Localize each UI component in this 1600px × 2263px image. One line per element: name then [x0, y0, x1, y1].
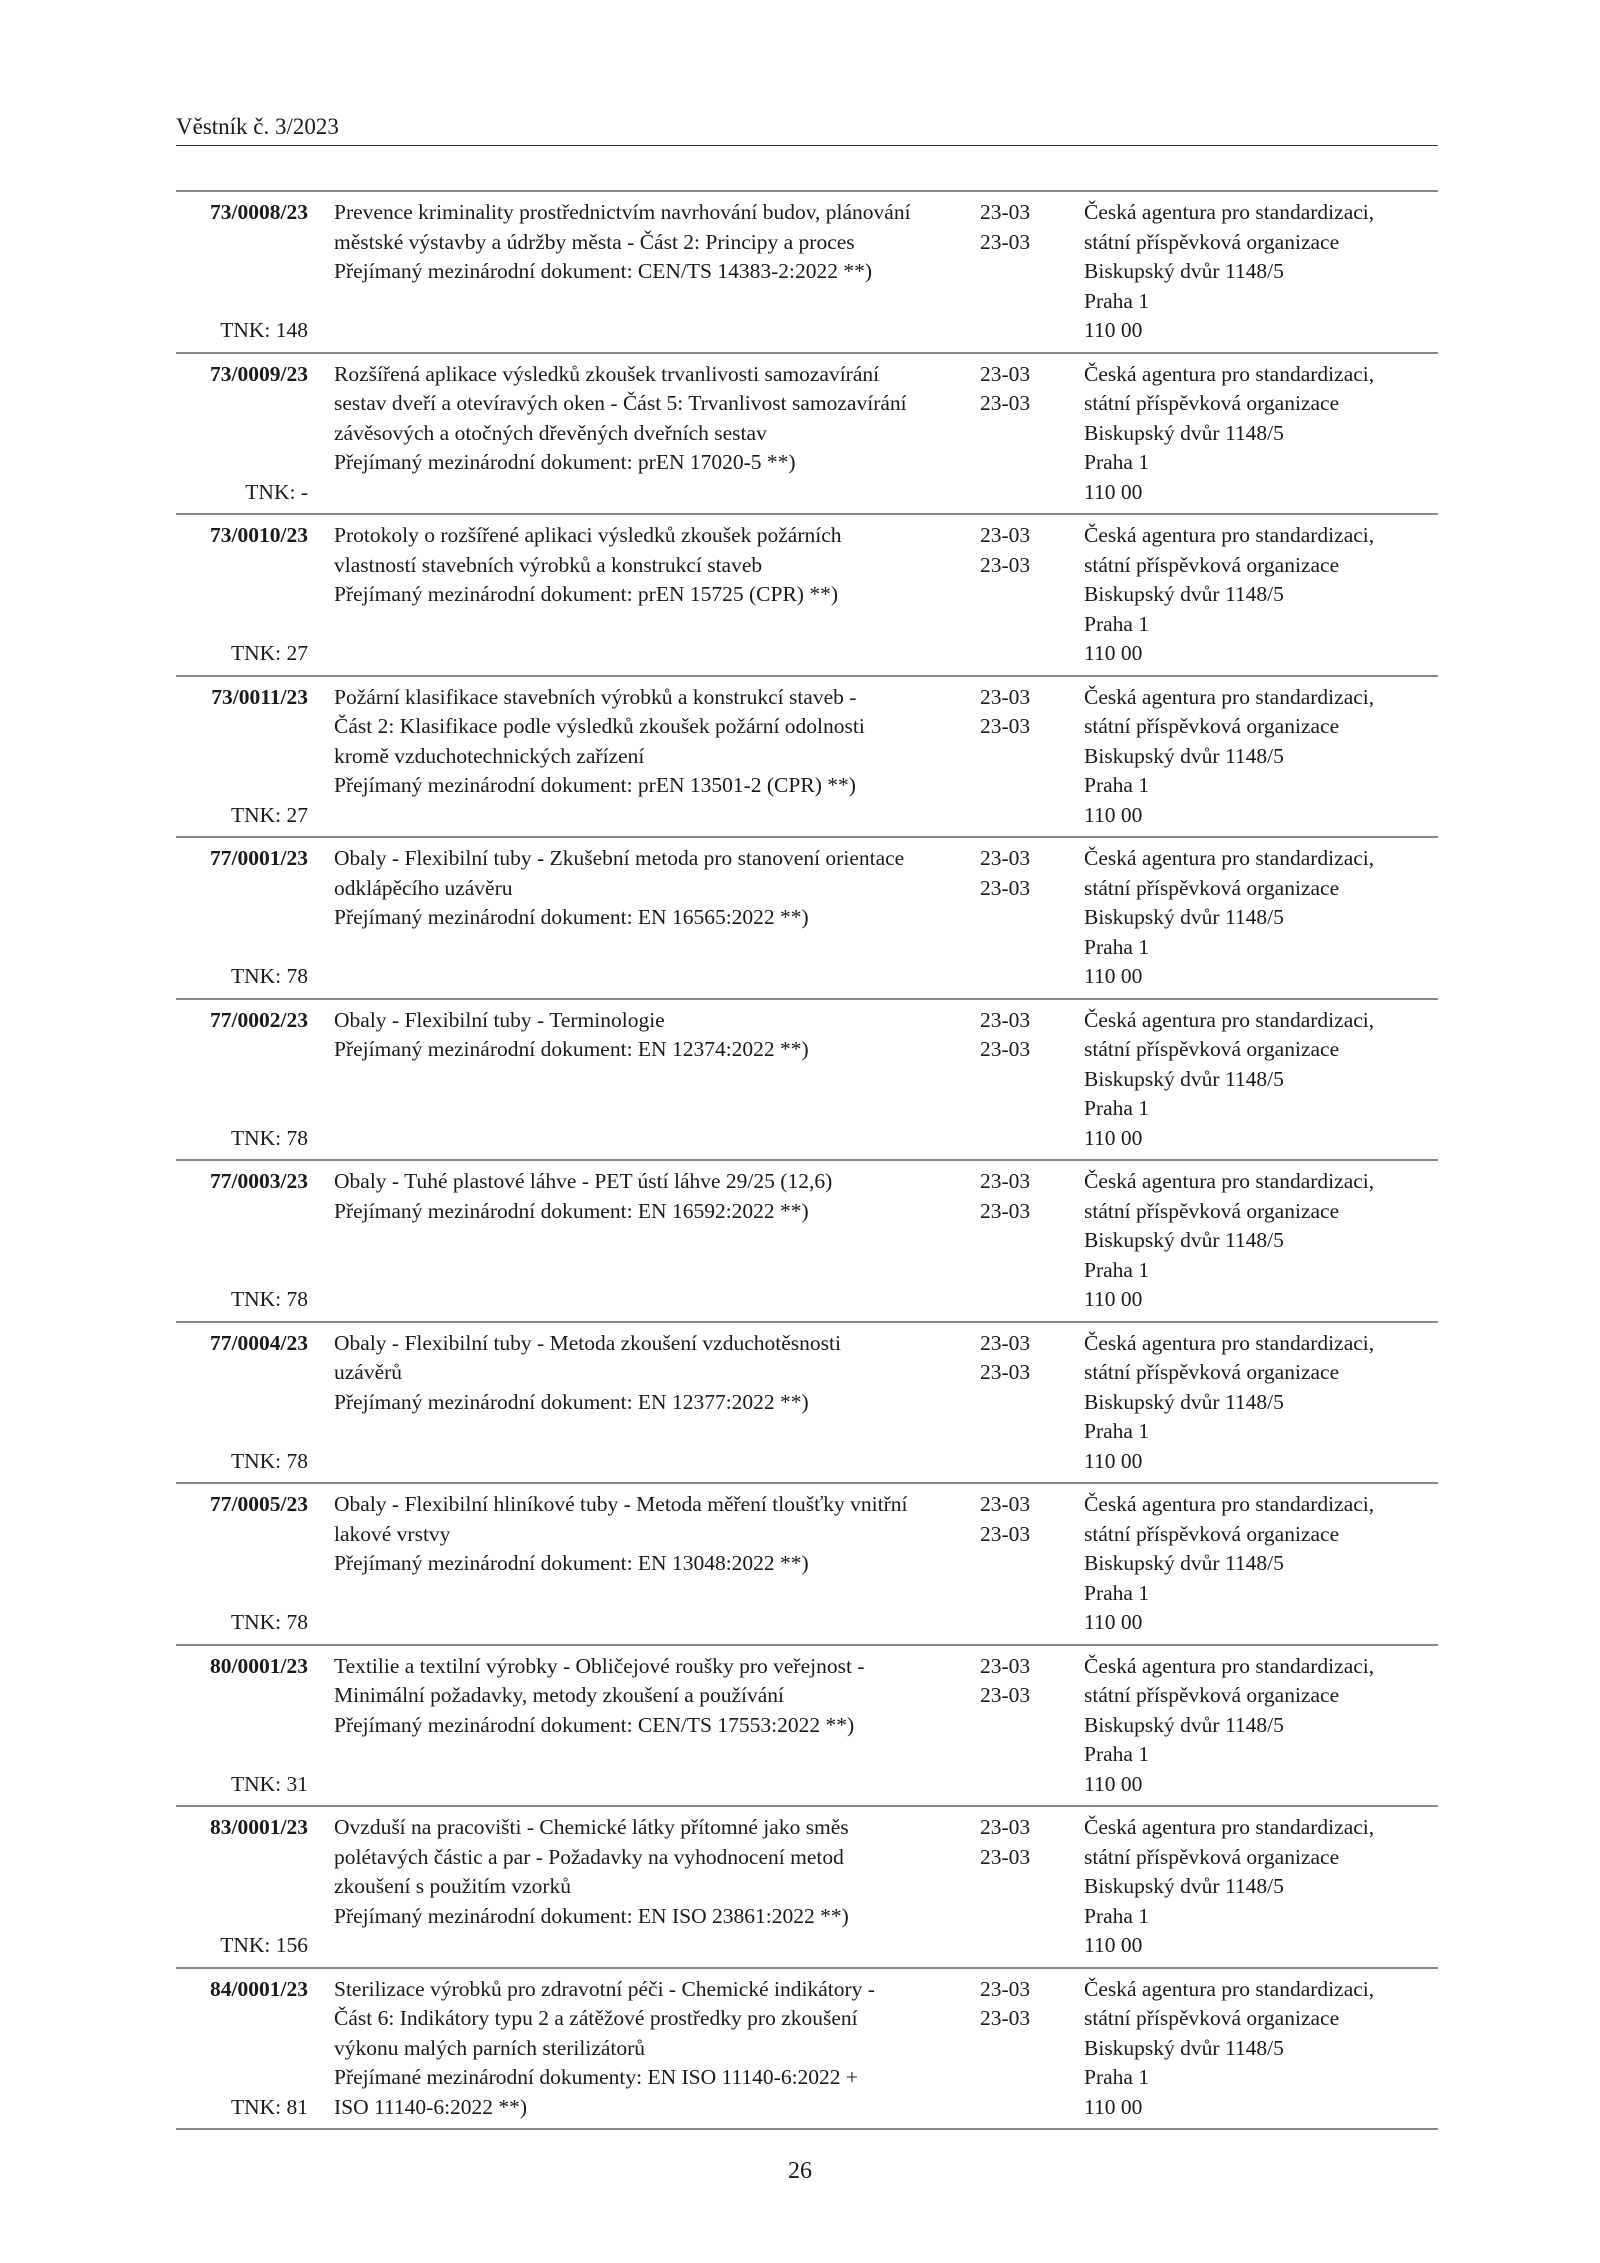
record-dates [960, 1490, 1060, 1638]
record-description [308, 198, 960, 346]
record-id-column [176, 1652, 308, 1800]
record-code: 73/0010/23 [210, 523, 308, 547]
organization-line: Biskupský dvůr 1148/5 [1084, 1389, 1284, 1414]
organization-line: Praha 1 [1084, 2065, 1150, 2089]
organization-line: Praha 1 [1084, 773, 1150, 797]
organization-line: 110 00 [1084, 964, 1143, 988]
organization-line: 110 00 [1084, 1125, 1143, 1150]
record-row [176, 677, 1438, 839]
record-tnk: TNK: 78 [230, 964, 308, 988]
description-line: výkonu malých parních sterilizátorů [334, 2035, 646, 2060]
record-organization [1060, 1813, 1438, 1961]
record-tnk: TNK: 78 [230, 1448, 308, 1473]
organization-line: státní příspěvková organizace [1084, 229, 1340, 254]
record-description [308, 1006, 960, 1154]
description-line: zkoušení s použitím vzorků [334, 1874, 572, 1898]
record-dates [960, 521, 1060, 669]
record-code: 83/0001/23 [210, 1815, 308, 1839]
record-date: 23-03 [980, 1330, 1031, 1355]
record-tnk: TNK: 148 [220, 318, 308, 342]
record-dates [960, 1006, 1060, 1154]
organization-line: státní příspěvková organizace [1084, 875, 1340, 900]
description-line: Minimální požadavky, metody zkoušení a používání [334, 1683, 784, 1707]
header-rule [176, 145, 1438, 146]
description-line: Přejímaný mezinárodní dokument: EN 16565:2022 **) [334, 905, 809, 929]
description-line: sestav dveří a otevíravých oken - Část 5: Trvanlivost samozavírání [334, 391, 907, 415]
record-row [176, 1323, 1438, 1485]
organization-line: Česká agentura pro standardizaci, [1084, 1330, 1375, 1355]
record-date: 23-03 [980, 523, 1031, 547]
description-line: Přejímaný mezinárodní dokument: prEN 13501-2 (CPR) **) [334, 773, 856, 797]
record-id-column [176, 683, 308, 831]
record-tnk: TNK: 78 [230, 1125, 308, 1150]
record-date: 23-03 [980, 714, 1031, 738]
record-code: 73/0008/23 [210, 200, 308, 224]
description-line: Přejímaný mezinárodní dokument: prEN 15725 (CPR) **) [334, 582, 838, 606]
record-row [176, 1646, 1438, 1808]
record-date: 23-03 [980, 391, 1031, 415]
record-description [308, 683, 960, 831]
organization-line: Biskupský dvůr 1148/5 [1084, 582, 1284, 606]
organization-line: 110 00 [1084, 1610, 1143, 1634]
record-description [308, 844, 960, 992]
record-dates [960, 360, 1060, 508]
organization-line: Biskupský dvůr 1148/5 [1084, 420, 1284, 445]
record-id-column [176, 1813, 308, 1961]
record-tnk: TNK: 78 [230, 1610, 308, 1634]
organization-line: státní příspěvková organizace [1084, 1844, 1340, 1869]
description-line: závěsových a otočných dřevěných dveřních sestav [334, 420, 767, 445]
organization-line: Biskupský dvůr 1148/5 [1084, 1712, 1284, 1737]
organization-line: státní příspěvková organizace [1084, 1037, 1340, 1061]
record-description [308, 360, 960, 508]
record-description [308, 1813, 960, 1961]
record-description [308, 521, 960, 669]
record-description [308, 1652, 960, 1800]
description-line: Přejímaný mezinárodní dokument: CEN/TS 14383-2:2022 **) [334, 259, 873, 283]
organization-line: Praha 1 [1084, 1096, 1150, 1120]
record-row [176, 1000, 1438, 1162]
record-code: 73/0009/23 [210, 361, 308, 386]
record-code: 80/0001/23 [210, 1653, 308, 1678]
description-line: lakové vrstvy [334, 1521, 451, 1546]
record-code: 77/0003/23 [210, 1169, 308, 1193]
record-date: 23-03 [980, 684, 1031, 709]
record-id-column [176, 844, 308, 992]
record-id-column [176, 198, 308, 346]
record-dates [960, 844, 1060, 992]
organization-line: Česká agentura pro standardizaci, [1084, 1815, 1375, 1839]
record-date: 23-03 [980, 875, 1031, 900]
organization-line: Biskupský dvůr 1148/5 [1084, 1228, 1284, 1252]
record-organization [1060, 1329, 1438, 1477]
description-line: Obaly - Flexibilní tuby - Zkušební metoda pro stanovení orientace [334, 846, 905, 870]
record-id-column [176, 1006, 308, 1154]
organization-line: Česká agentura pro standardizaci, [1084, 1007, 1375, 1032]
record-dates [960, 1652, 1060, 1800]
organization-line: státní příspěvková organizace [1084, 391, 1340, 415]
organization-line: Praha 1 [1084, 1580, 1150, 1605]
record-code: 77/0001/23 [210, 846, 308, 870]
organization-line: Praha 1 [1084, 1903, 1150, 1928]
organization-line: Česká agentura pro standardizaci, [1084, 1492, 1375, 1516]
record-row [176, 354, 1438, 516]
record-organization [1060, 198, 1438, 346]
record-date: 23-03 [980, 1007, 1031, 1032]
description-line: Přejímaný mezinárodní dokument: prEN 17020-5 **) [334, 450, 796, 474]
record-date: 23-03 [980, 846, 1031, 870]
record-organization [1060, 844, 1438, 992]
record-date: 23-03 [980, 1169, 1031, 1193]
organization-line: Biskupský dvůr 1148/5 [1084, 2035, 1284, 2060]
record-row [176, 1484, 1438, 1646]
record-description [308, 1167, 960, 1315]
description-line: Požární klasifikace stavebních výrobků a konstrukcí staveb - [334, 684, 857, 709]
record-organization [1060, 1975, 1438, 2123]
record-date: 23-03 [980, 1521, 1031, 1546]
organization-line: Česká agentura pro standardizaci, [1084, 200, 1375, 224]
organization-line: Česká agentura pro standardizaci, [1084, 846, 1375, 870]
organization-line: 110 00 [1084, 479, 1143, 504]
record-code: 77/0002/23 [210, 1007, 308, 1032]
description-line: Přejímané mezinárodní dokumenty: EN ISO 11140-6:2022 + [334, 2065, 859, 2089]
description-line: kromě vzduchotechnických zařízení [334, 743, 645, 768]
organization-line: 110 00 [1084, 802, 1143, 827]
record-tnk: TNK: 78 [230, 1287, 308, 1311]
organization-line: Praha 1 [1084, 1742, 1150, 1766]
organization-line: 110 00 [1084, 1771, 1143, 1796]
records-table [176, 190, 1438, 2130]
organization-line: Biskupský dvůr 1148/5 [1084, 743, 1284, 768]
organization-line: 110 00 [1084, 2094, 1143, 2119]
record-date: 23-03 [980, 200, 1031, 224]
record-row [176, 515, 1438, 677]
description-line: uzávěrů [334, 1360, 403, 1384]
record-dates [960, 198, 1060, 346]
organization-line: Praha 1 [1084, 611, 1150, 636]
description-line: Obaly - Flexibilní tuby - Metoda zkoušení vzduchotěsnosti [334, 1330, 841, 1355]
record-dates [960, 1329, 1060, 1477]
organization-line: Biskupský dvůr 1148/5 [1084, 905, 1284, 929]
description-line: Přejímaný mezinárodní dokument: EN ISO 23861:2022 **) [334, 1903, 849, 1928]
record-row [176, 1807, 1438, 1969]
organization-line: státní příspěvková organizace [1084, 552, 1340, 577]
record-date: 23-03 [980, 1844, 1031, 1869]
record-date: 23-03 [980, 2006, 1031, 2030]
organization-line: Biskupský dvůr 1148/5 [1084, 259, 1284, 283]
organization-line: Biskupský dvůr 1148/5 [1084, 1066, 1284, 1091]
record-organization [1060, 1490, 1438, 1638]
record-row [176, 1969, 1438, 2131]
organization-line: státní příspěvková organizace [1084, 2006, 1340, 2030]
record-date: 23-03 [980, 229, 1031, 254]
record-organization [1060, 521, 1438, 669]
record-date: 23-03 [980, 1653, 1031, 1678]
organization-line: Praha 1 [1084, 934, 1150, 959]
description-line: Přejímaný mezinárodní dokument: EN 16592:2022 **) [334, 1198, 809, 1223]
organization-line: 110 00 [1084, 641, 1143, 665]
record-code: 73/0011/23 [211, 684, 308, 709]
description-line: Obaly - Flexibilní tuby - Terminologie [334, 1007, 665, 1032]
record-dates [960, 1167, 1060, 1315]
record-row [176, 1161, 1438, 1323]
organization-line: 110 00 [1084, 318, 1143, 342]
record-description [308, 1490, 960, 1638]
record-organization [1060, 360, 1438, 508]
record-tnk: TNK: - [245, 479, 308, 504]
record-date: 23-03 [980, 552, 1031, 577]
record-dates [960, 683, 1060, 831]
record-date: 23-03 [980, 1683, 1031, 1707]
organization-line: Česká agentura pro standardizaci, [1084, 1169, 1375, 1193]
record-organization [1060, 1652, 1438, 1800]
record-date: 23-03 [980, 1360, 1031, 1384]
organization-line: Česká agentura pro standardizaci, [1084, 361, 1375, 386]
description-line: Prevence kriminality prostřednictvím navrhování budov, plánování [334, 200, 911, 224]
description-line: Část 2: Klasifikace podle výsledků zkoušek požární odolnosti [334, 714, 865, 738]
description-line: vlastností stavebních výrobků a konstrukcí staveb [334, 552, 763, 577]
description-line: Část 6: Indikátory typu 2 a zátěžové prostředky pro zkoušení [334, 2006, 858, 2030]
record-tnk: TNK: 31 [230, 1771, 308, 1796]
record-code: 77/0005/23 [210, 1492, 308, 1516]
organization-line: 110 00 [1084, 1448, 1143, 1473]
record-row [176, 192, 1438, 354]
organization-line: státní příspěvková organizace [1084, 1198, 1340, 1223]
page-number: 26 [788, 2158, 812, 2184]
record-id-column [176, 1329, 308, 1477]
description-line: Textilie a textilní výrobky - Obličejové roušky pro veřejnost - [334, 1653, 865, 1678]
record-organization [1060, 683, 1438, 831]
organization-line: Biskupský dvůr 1148/5 [1084, 1874, 1284, 1898]
organization-line: Česká agentura pro standardizaci, [1084, 1976, 1375, 2001]
record-date: 23-03 [980, 1037, 1031, 1061]
record-dates [960, 1975, 1060, 2123]
record-id-column [176, 1167, 308, 1315]
description-line: odklápěcího uzávěru [334, 875, 513, 900]
record-organization [1060, 1006, 1438, 1154]
record-id-column [176, 521, 308, 669]
organization-line: Praha 1 [1084, 1257, 1150, 1282]
description-line: Přejímaný mezinárodní dokument: CEN/TS 17553:2022 **) [334, 1712, 855, 1737]
description-line: městské výstavby a údržby města - Část 2: Principy a proces [334, 229, 855, 254]
description-line: ISO 11140-6:2022 **) [334, 2094, 528, 2119]
organization-line: státní příspěvková organizace [1084, 1360, 1340, 1384]
record-row [176, 838, 1438, 1000]
record-date: 23-03 [980, 1492, 1031, 1516]
description-line: Přejímaný mezinárodní dokument: EN 12377:2022 **) [334, 1389, 809, 1414]
record-description [308, 1329, 960, 1477]
record-id-column [176, 1490, 308, 1638]
organization-line: 110 00 [1084, 1933, 1143, 1957]
organization-line: státní příspěvková organizace [1084, 714, 1340, 738]
description-line: Protokoly o rozšířené aplikaci výsledků zkoušek požárních [334, 523, 842, 547]
organization-line: 110 00 [1084, 1287, 1143, 1311]
record-date: 23-03 [980, 1198, 1031, 1223]
record-date: 23-03 [980, 1976, 1031, 2001]
description-line: Přejímaný mezinárodní dokument: EN 13048:2022 **) [334, 1551, 809, 1575]
record-id-column [176, 360, 308, 508]
description-line: Sterilizace výrobků pro zdravotní péči - Chemické indikátory - [334, 1976, 875, 2001]
organization-line: Česká agentura pro standardizaci, [1084, 523, 1375, 547]
record-dates [960, 1813, 1060, 1961]
record-id-column [176, 1975, 308, 2123]
organization-line: Praha 1 [1084, 450, 1150, 474]
record-code: 77/0004/23 [210, 1330, 308, 1355]
description-line: Obaly - Flexibilní hliníkové tuby - Metoda měření tloušťky vnitřní [334, 1492, 908, 1516]
record-tnk: TNK: 156 [220, 1933, 308, 1957]
description-line: Ovzduší na pracovišti - Chemické látky přítomné jako směs [334, 1815, 849, 1839]
description-line: polétavých částic a par - Požadavky na vyhodnocení metod [334, 1844, 844, 1869]
record-code: 84/0001/23 [210, 1976, 308, 2001]
organization-line: Biskupský dvůr 1148/5 [1084, 1551, 1284, 1575]
record-date: 23-03 [980, 1815, 1031, 1839]
description-line: Přejímaný mezinárodní dokument: EN 12374:2022 **) [334, 1037, 809, 1061]
organization-line: Praha 1 [1084, 288, 1150, 313]
record-organization [1060, 1167, 1438, 1315]
page-header: Věstník č. 3/2023 [176, 114, 339, 139]
organization-line: Česká agentura pro standardizaci, [1084, 1653, 1375, 1678]
record-tnk: TNK: 81 [230, 2094, 308, 2119]
description-line: Obaly - Tuhé plastové láhve - PET ústí láhve 29/25 (12,6) [334, 1169, 833, 1193]
record-description [308, 1975, 960, 2123]
organization-line: státní příspěvková organizace [1084, 1521, 1340, 1546]
record-date: 23-03 [980, 361, 1031, 386]
record-tnk: TNK: 27 [230, 802, 308, 827]
organization-line: Praha 1 [1084, 1419, 1150, 1443]
record-tnk: TNK: 27 [230, 641, 308, 665]
description-line: Rozšířená aplikace výsledků zkoušek trvanlivosti samozavírání [334, 361, 880, 386]
organization-line: Česká agentura pro standardizaci, [1084, 684, 1375, 709]
organization-line: státní příspěvková organizace [1084, 1683, 1340, 1707]
